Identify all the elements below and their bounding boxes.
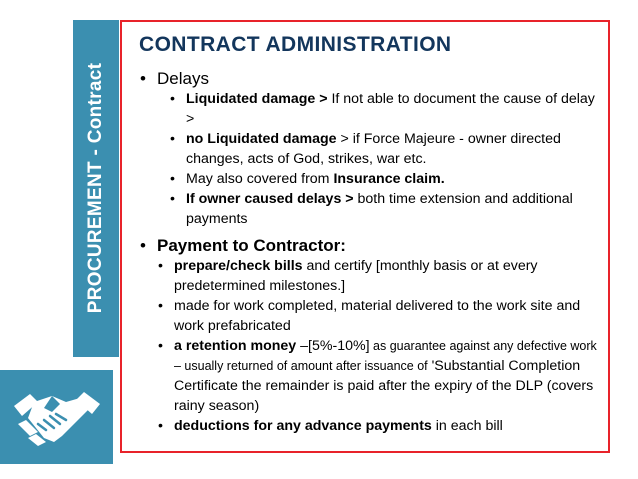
list-item: • Liquidated damage > If not able to document the cause of delay >	[158, 89, 602, 129]
logo-block	[0, 370, 113, 464]
list-item: • May also covered from Insurance claim.	[158, 169, 602, 189]
handshake-icon	[8, 380, 106, 456]
list-item: • a retention money –[5%-10%] as guarantee against any defective work – usually returned of amount after issuance of 'Substantial Completion Certificate the remainder is paid after the expiry of the DLP (covers rainy season)	[146, 336, 602, 416]
page-title: CONTRACT ADMINISTRATION	[139, 33, 452, 56]
list-item: • no Liquidated damage > if Force Majeure - owner directed changes, acts of God, strikes, war etc.	[158, 129, 602, 169]
list-item: • prepare/check bills and certify [monthly basis or at every predetermined milestones.]	[146, 256, 602, 296]
sidebar-label: PROCUREMENT - Contract	[85, 62, 106, 314]
slide-content	[140, 66, 602, 436]
list-item: • made for work completed, material delivered to the work site and work prefabricated	[146, 296, 602, 336]
list-item: • If owner caused delays > both time extension and additional payments	[158, 189, 602, 229]
payment-heading: • Payment to Contractor:	[140, 235, 602, 256]
list-item: • deductions for any advance payments in each bill	[146, 416, 602, 436]
delays-heading: • Delays	[140, 68, 602, 89]
